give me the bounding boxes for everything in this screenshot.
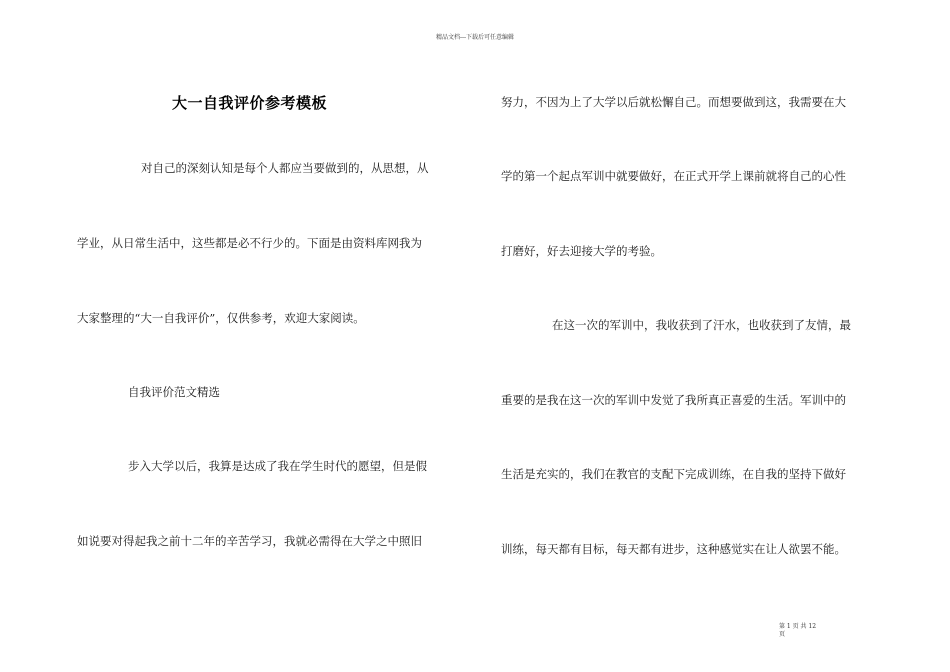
- paragraph-line: 学业，从日常生活中，这些都是必不行少的。下面是由资料库网我为: [77, 236, 422, 250]
- paragraph-line: 对自己的深刻认知是每个人都应当要做到的，从思想，从: [141, 161, 429, 175]
- page-number-line1: 第 1 页 共 12: [779, 623, 817, 630]
- document-title: 大一自我评价参考模板: [172, 94, 328, 112]
- paragraph-line: 如说要对得起我之前十二年的辛苦学习，我就必需得在大学之中照旧: [77, 534, 422, 548]
- page-number: [779, 623, 816, 639]
- paragraph-line: 打磨好，好去迎接大学的考验。: [501, 244, 662, 258]
- paragraph-line: 学的第一个起点军训中就要做好，在正式开学上课前就将自己的心性: [501, 169, 846, 183]
- paragraph-line: 生活是充实的，我们在教官的支配下完成训练，在自我的坚持下做好: [501, 467, 846, 481]
- paragraph-line: 在这一次的军训中，我收获到了汗水，也收获到了友情，最: [552, 318, 851, 332]
- paragraph-line: 步入大学以后，我算是达成了我在学生时代的愿望，但是假: [128, 459, 427, 473]
- page-number-line2: 页: [779, 631, 786, 638]
- paragraph-line: 训练，每天都有目标，每天都有进步，这种感觉实在让人欲罢不能。: [501, 542, 846, 556]
- paragraph-line: 大家整理的“大一自我评价”，仅供参考，欢迎大家阅读。: [77, 311, 365, 325]
- section-heading: 自我评价范文精选: [128, 385, 220, 399]
- page-header: 精品文档---下载后可任意编辑: [435, 34, 515, 41]
- paragraph-line: 重要的是我在这一次的军训中发觉了我所真正喜爱的生活。军训中的: [501, 393, 846, 407]
- paragraph-line: 努力，不因为上了大学以后就松懈自己。而想要做到这，我需要在大: [501, 95, 846, 109]
